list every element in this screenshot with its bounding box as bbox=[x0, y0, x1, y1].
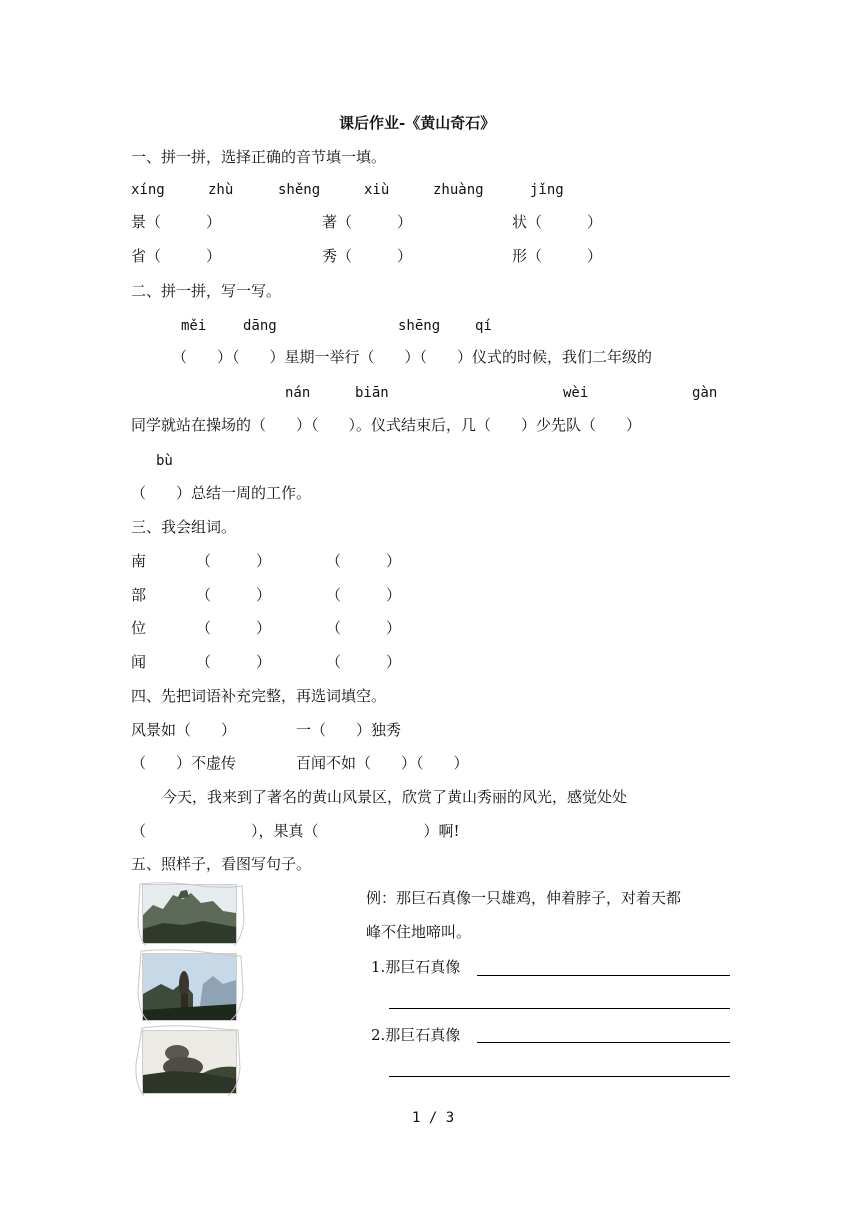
page-title: 课后作业-《黄山奇石》 bbox=[339, 114, 496, 132]
pinyin-hint: bù bbox=[156, 453, 173, 469]
sketch-frame-icon bbox=[134, 880, 246, 950]
pinyin-option: xiù bbox=[364, 182, 390, 198]
answer-line[interactable] bbox=[389, 1076, 730, 1077]
section2-heading: 二、拼一拼，写一写。 bbox=[131, 282, 282, 300]
idiom-blank: （ ）不虚传 bbox=[131, 754, 237, 772]
char-blank: 著（ ） bbox=[322, 213, 413, 231]
pinyin-option: xíng bbox=[131, 182, 165, 198]
word-blank: （ ） bbox=[326, 586, 402, 604]
section5-heading: 五、照样子，看图写句子。 bbox=[131, 855, 312, 873]
char-blank: 省（ ） bbox=[131, 247, 222, 265]
example-line: 峰不住地啼叫。 bbox=[366, 923, 472, 941]
pinyin-option: jǐng bbox=[530, 182, 564, 198]
section4-heading: 四、先把词语补充完整，再选词填空。 bbox=[131, 687, 387, 705]
paragraph-line: 今天，我来到了著名的黄山风景区，欣赏了黄山秀丽的风光，感觉处处 bbox=[162, 788, 628, 806]
char-blank: 状（ ） bbox=[512, 213, 603, 231]
word-blank: （ ） bbox=[196, 552, 272, 570]
char-blank: 秀（ ） bbox=[322, 247, 413, 265]
word-char: 南 bbox=[131, 552, 147, 570]
word-blank: （ ） bbox=[326, 552, 402, 570]
pinyin-hint: nán bbox=[285, 385, 311, 401]
paragraph-line: （ ），果真（ ）啊! bbox=[131, 822, 460, 840]
example-line: 例：那巨石真像一只雄鸡，伸着脖子，对着天都 bbox=[366, 889, 682, 907]
pinyin-hint: qí bbox=[475, 318, 492, 334]
word-blank: （ ） bbox=[326, 653, 402, 671]
idiom-blank: 百闻不如（ ）（ ） bbox=[296, 754, 469, 772]
char-blank: 景（ ） bbox=[131, 213, 222, 231]
writing-prompt: 2.那巨石真像 bbox=[371, 1026, 461, 1044]
writing-prompt: 1.那巨石真像 bbox=[371, 958, 461, 976]
char-blank: 形（ ） bbox=[512, 247, 603, 265]
fill-sentence: （ ）（ ）星期一举行（ ）（ ）仪式的时候，我们二年级的 bbox=[172, 348, 653, 366]
pinyin-hint: dāng bbox=[243, 318, 277, 334]
fill-sentence: （ ）总结一周的工作。 bbox=[131, 484, 312, 502]
pinyin-hint: shēng bbox=[398, 318, 441, 334]
idiom-blank: 一（ ）独秀 bbox=[296, 721, 402, 739]
word-blank: （ ） bbox=[326, 619, 402, 637]
pinyin-option: zhù bbox=[208, 182, 234, 198]
answer-line[interactable] bbox=[477, 1042, 730, 1043]
idiom-blank: 风景如（ ） bbox=[131, 721, 237, 739]
word-char: 闻 bbox=[131, 653, 147, 671]
word-char: 位 bbox=[131, 619, 147, 637]
word-blank: （ ） bbox=[196, 619, 272, 637]
pinyin-hint: wèi bbox=[563, 385, 589, 401]
fill-sentence: 同学就站在操场的（ ）（ ）。仪式结束后，几（ ）少先队（ ） bbox=[131, 416, 642, 434]
answer-line[interactable] bbox=[477, 975, 730, 976]
pinyin-option: shěng bbox=[278, 182, 321, 198]
word-blank: （ ） bbox=[196, 653, 272, 671]
pinyin-hint: gàn bbox=[692, 385, 718, 401]
section1-heading: 一、拼一拼，选择正确的音节填一填。 bbox=[131, 148, 387, 166]
page-number: 1 / 3 bbox=[412, 1110, 455, 1126]
word-char: 部 bbox=[131, 586, 147, 604]
answer-line[interactable] bbox=[389, 1008, 730, 1009]
pinyin-hint: měi bbox=[181, 318, 207, 334]
section3-heading: 三、我会组词。 bbox=[131, 518, 237, 536]
pinyin-hint: biān bbox=[355, 385, 389, 401]
sketch-frame-icon bbox=[133, 948, 245, 1024]
sketch-frame-icon bbox=[132, 1024, 244, 1100]
pinyin-option: zhuàng bbox=[433, 182, 484, 198]
word-blank: （ ） bbox=[196, 586, 272, 604]
